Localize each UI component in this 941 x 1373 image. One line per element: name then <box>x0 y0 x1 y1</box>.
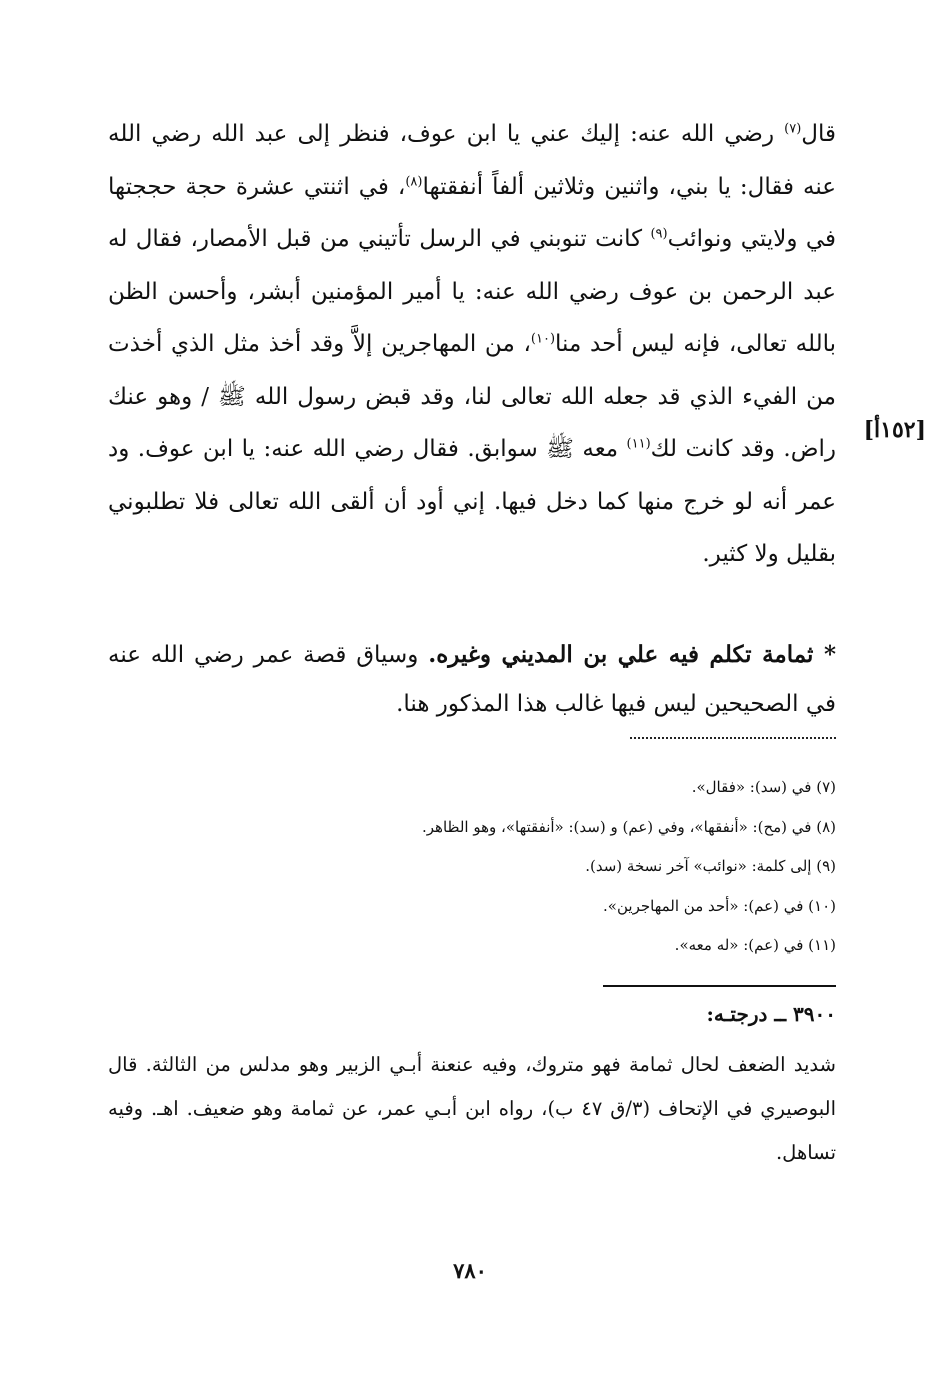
footnote-10: (١٠) في (عم): «أحد من المهاجرين». <box>603 896 836 915</box>
footnote-8: (٨) في (مح): «أنفقها»، وفي (عم) و (سد): «أنفقتها»، وهو الظاهر. <box>422 817 836 836</box>
text-run: قال <box>801 121 836 147</box>
grade-text: شديد الضعف لحال ثمامة فهو متروك، وفيه عنعنة أبـي الزبير وهو مدلس من الثالثة. قال البوصيري في الإتحاف (٣/ق ٤٧ ب)، رواه ابن أبـي عمر، عن ثمامة وهو ضعيف. اهـ. وفيه تساهل. <box>108 1053 836 1164</box>
margin-folio-marker: [١٥٢أ] <box>863 417 926 443</box>
grade-heading: ٣٩٠٠ ــ درجتـه: <box>706 1002 836 1026</box>
text-run: كانت تنوبني في الرسل تأتيني من قبل الأمصار، فقال له عبد الرحمن بن عوف رضي الله عنه: يا أمير المؤمنين أبشر، وأحسن الظن بالله تعالى، فإنه ليس أحد منا <box>108 226 836 357</box>
footnote-ref-11[interactable]: (١١) <box>626 436 651 452</box>
text-run: ، في اثنتي عشرة حجة حججتها في ولايتي ونوائب <box>108 173 836 252</box>
footnote-ref-9[interactable]: (٩) <box>650 226 668 242</box>
main-paragraph <box>108 108 836 581</box>
page-number: ٧٨٠ <box>453 1258 487 1283</box>
footnote-11: (١١) في (عم): «له معه». <box>674 936 836 954</box>
text-run: رضي الله عنه: إليك عني يا ابن عوف، فنظر إلى عبد الله رضي الله عنه فقال: يا بني، واثنين وثلاثين ألفاً أنفقتها <box>108 121 836 200</box>
footnote-7: (٧) في (سد): «فقال». <box>691 778 836 796</box>
text-run: ، من المهاجرين إلاَّ وقد أخذ مثل الذي أخذت من الفيء الذي قد جعله الله تعالى لنا، وقد قبض رسول الله ﷺ / وهو عنك راض. وقد كانت لك <box>108 331 837 462</box>
section-divider <box>603 985 836 987</box>
comment-rest: وسياق قصة عمر رضي الله عنه في الصحيحين ليس فيها غالب هذا المذكور هنا. <box>108 642 836 717</box>
footnote-9: (٩) إلى كلمة: «نوائب» آخر نسخة (سد). <box>585 857 836 875</box>
footnote-ref-10[interactable]: (١٠) <box>530 331 556 347</box>
editor-comment <box>108 630 836 729</box>
footnote-ref-7[interactable]: (٧) <box>784 121 802 137</box>
main-text <box>108 108 836 581</box>
comment-bold: ثمامة تكلم فيه علي بن المديني وغيره. <box>428 641 824 668</box>
text-run: معه ﷺ سوابق. فقال رضي الله عنه: يا ابن عوف. ود عمر أنه لو خرج منها كما دخل فيها. إني أود أن ألقى الله تعالى فلا تطلبوني بقليل ولا كثير. <box>108 436 836 567</box>
footnotes <box>300 768 836 966</box>
star-marker: * <box>823 641 836 668</box>
footnote-ref-8[interactable]: (٨) <box>405 173 423 189</box>
footnote-divider <box>630 737 836 739</box>
